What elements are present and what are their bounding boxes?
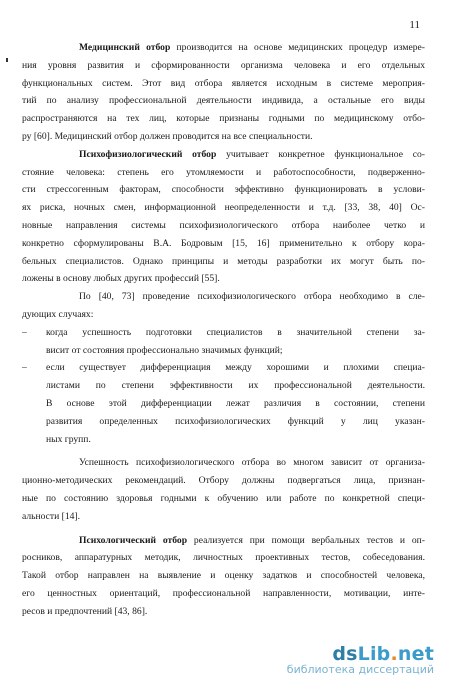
text-line: По [40, 73] проведение психофизиологического отбора необходимо в сле- [79, 291, 425, 303]
logo-lib: Lib [357, 643, 391, 665]
text-line: ционно-методических рекомендаций. Отбору должны подвергаться лица, признан- [22, 475, 425, 487]
text-line: альности [14]. [22, 510, 81, 522]
document-body [22, 39, 426, 621]
text-line: В основе этой дифференциации лежат различия в состоянии, степени [46, 397, 425, 409]
paragraph-cases-intro [22, 288, 425, 324]
text-line: ных групп. [46, 433, 91, 445]
text-line: производится на основе медицинских процедур измере- [170, 42, 425, 53]
text-line: висит от состояния профессионально значимых функций; [46, 344, 283, 356]
margin-mark [6, 58, 8, 62]
list-item [22, 324, 425, 360]
text-line: бельных специалистов. Однако принципы и методы разработки их могут быть по- [22, 255, 425, 267]
logo-ds: ds [332, 643, 358, 665]
term-medical-selection: Медицинский отбор [79, 42, 171, 53]
text-line: ру [60]. Медицинский отбор должен проводится на все специальности. [22, 130, 313, 142]
text-line: ложены в основу любых других профессий [55]. [22, 273, 220, 285]
text-line: новные направления системы психофизиологического отбора наиболее четко и [22, 219, 425, 231]
page-number: 11 [409, 19, 420, 31]
text-line: когда успешность подготовки специалистов в значительной степени за- [46, 326, 425, 338]
paragraph-medical-selection [22, 39, 425, 146]
text-line: ях риска, ночных смен, информационной неопределенности и т.д. [33, 38, 40] Ос- [22, 202, 425, 214]
text-line: сти стрессогенным факторам, способности эффективно функционировать в услови- [22, 184, 425, 196]
term-psychological-selection: Психологический отбор [79, 534, 188, 546]
text-line: Такой отбор направлен на выявление и оценку задатков и способностей человека, [22, 570, 425, 582]
text-line: ные по состоянию здоровья годными к обучению или работе по конкретной специ- [22, 492, 425, 504]
paragraph-psychophysiological-selection [22, 146, 425, 288]
text-line: дующих случаях: [22, 308, 94, 320]
text-line: росников, аппаратурных методик, личностных проективных тестов, собеседования. [22, 552, 425, 564]
text-line: распространяются на тех лиц, которые признаны годными по медицинскому отбо- [22, 113, 425, 125]
text-line: стояние человека: степень его утомляемости и работоспособности, подверженно- [22, 166, 425, 178]
cases-list [22, 324, 425, 449]
paragraph-psychological-selection [22, 532, 426, 621]
list-dash: – [22, 326, 27, 338]
watermark-subtitle: библиотека диссертаций [286, 663, 434, 676]
text-line: листами по степени эффективности их профессиональной деятельности. [46, 380, 425, 392]
paragraph-success-factors [22, 454, 425, 525]
text-line: учитывает конкретное функциональное со- [216, 148, 425, 160]
list-item [22, 359, 425, 448]
text-line: реализуется при помощи вербальных тестов и оп- [187, 534, 426, 546]
text-line: ресов и предпочтений [43, 86]. [22, 605, 148, 617]
text-line: если существует дифференциация между хорошими и плохими специа- [46, 362, 425, 374]
text-line: Успешность психофизиологического отбора во многом зависит от организа- [79, 457, 425, 469]
dslib-logo [287, 643, 434, 665]
logo-dot: . [390, 643, 398, 665]
text-line: его ценностных ориентаций, профессиональной направленности, мотивации, инте- [22, 587, 425, 599]
list-dash: – [22, 362, 27, 374]
logo-net: net [397, 643, 434, 665]
text-line: ния уровня развития и сформированности организма человека и его отдельных [22, 59, 425, 71]
dslib-watermark [287, 643, 434, 676]
text-line: функциональных систем. Этот вид отбора является исходным в системе мероприя- [22, 77, 425, 89]
text-line: развития определенных психофизиологических функций у лиц указан- [46, 415, 425, 427]
term-psychophysiological-selection: Психофизиологический отбор [79, 148, 217, 160]
text-line: конкретно сформулированы В.А. Бодровым [15, 16] применительно к отбору кора- [22, 237, 425, 249]
text-line: тий по анализу профессиональной деятельности индивида, а остальные его виды [22, 95, 425, 107]
